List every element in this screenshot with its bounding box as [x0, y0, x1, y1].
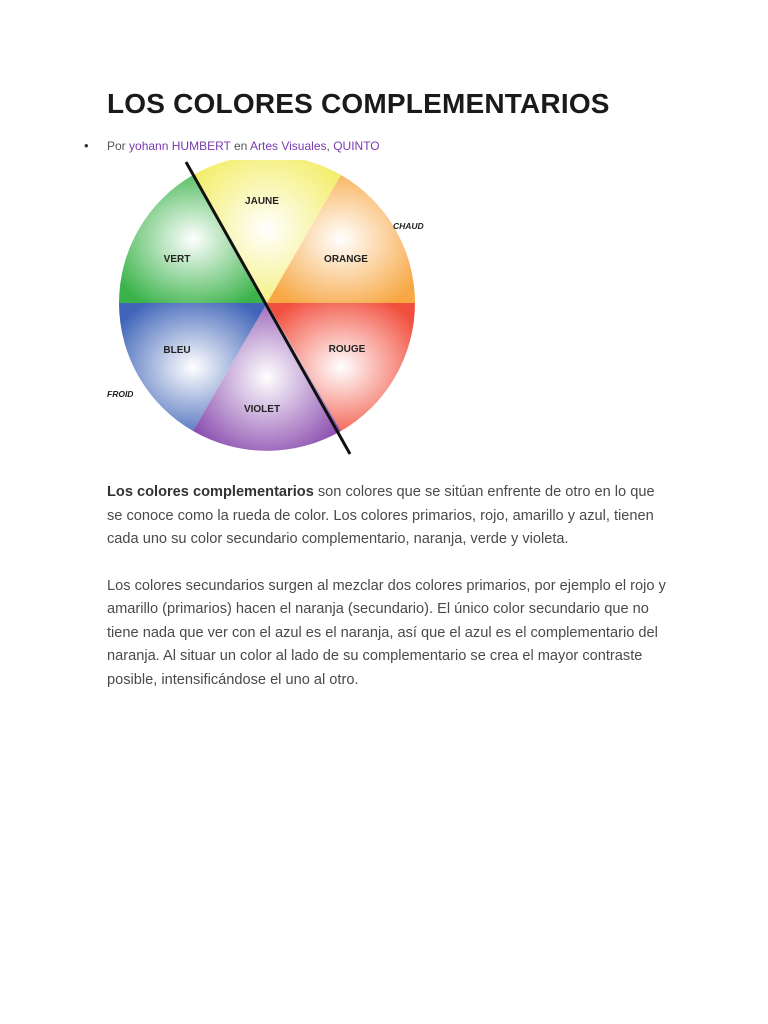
- category-link[interactable]: Artes Visuales: [250, 139, 327, 153]
- meta-separator: ,: [326, 139, 330, 153]
- bullet-icon: •: [84, 138, 89, 153]
- color-wheel-figure: [107, 160, 427, 456]
- subcategory-link[interactable]: QUINTO: [333, 139, 380, 153]
- meta-in: en: [233, 139, 248, 153]
- meta-by: Por: [107, 139, 126, 153]
- author-link[interactable]: yohann HUMBERT: [129, 139, 231, 153]
- label-rouge: ROUGE: [328, 344, 366, 355]
- label-vert: VERT: [163, 254, 191, 265]
- post-meta: [84, 138, 380, 153]
- paragraph-2: Los colores secundarios surgen al mezclar dos colores primarios, por ejemplo el rojo y amarillo (primarios) hacen el naranja (secundario). El único color secundario que no tiene nada que ver con el azul es el naranja, así que el azul es el complementario del naranja. Al situar un color al lado de su complementario se crea el mayor contraste posible, intensificándose el uno al otro.: [107, 577, 666, 688]
- article-body: [107, 481, 667, 715]
- label-violet: VIOLET: [243, 404, 281, 415]
- paragraph-1-strong: Los colores complementarios: [107, 484, 314, 500]
- paragraph-1-text: son colores que se sitúan enfrente de otro en lo que se conoce como la rueda de color. Los colores primarios, rojo, amarillo y azul, tienen cada uno su color secundario complementario, naranja, verde y violeta.: [107, 484, 655, 547]
- label-chaud: CHAUD: [393, 221, 424, 231]
- label-orange: ORANGE: [324, 254, 368, 265]
- color-wheel-svg: [107, 160, 427, 456]
- label-bleu: BLEU: [163, 345, 191, 356]
- label-jaune: JAUNE: [245, 196, 279, 207]
- label-froid: FROID: [107, 389, 134, 399]
- page-title: LOS COLORES COMPLEMENTARIOS: [107, 88, 610, 119]
- paragraph-1: [107, 481, 667, 552]
